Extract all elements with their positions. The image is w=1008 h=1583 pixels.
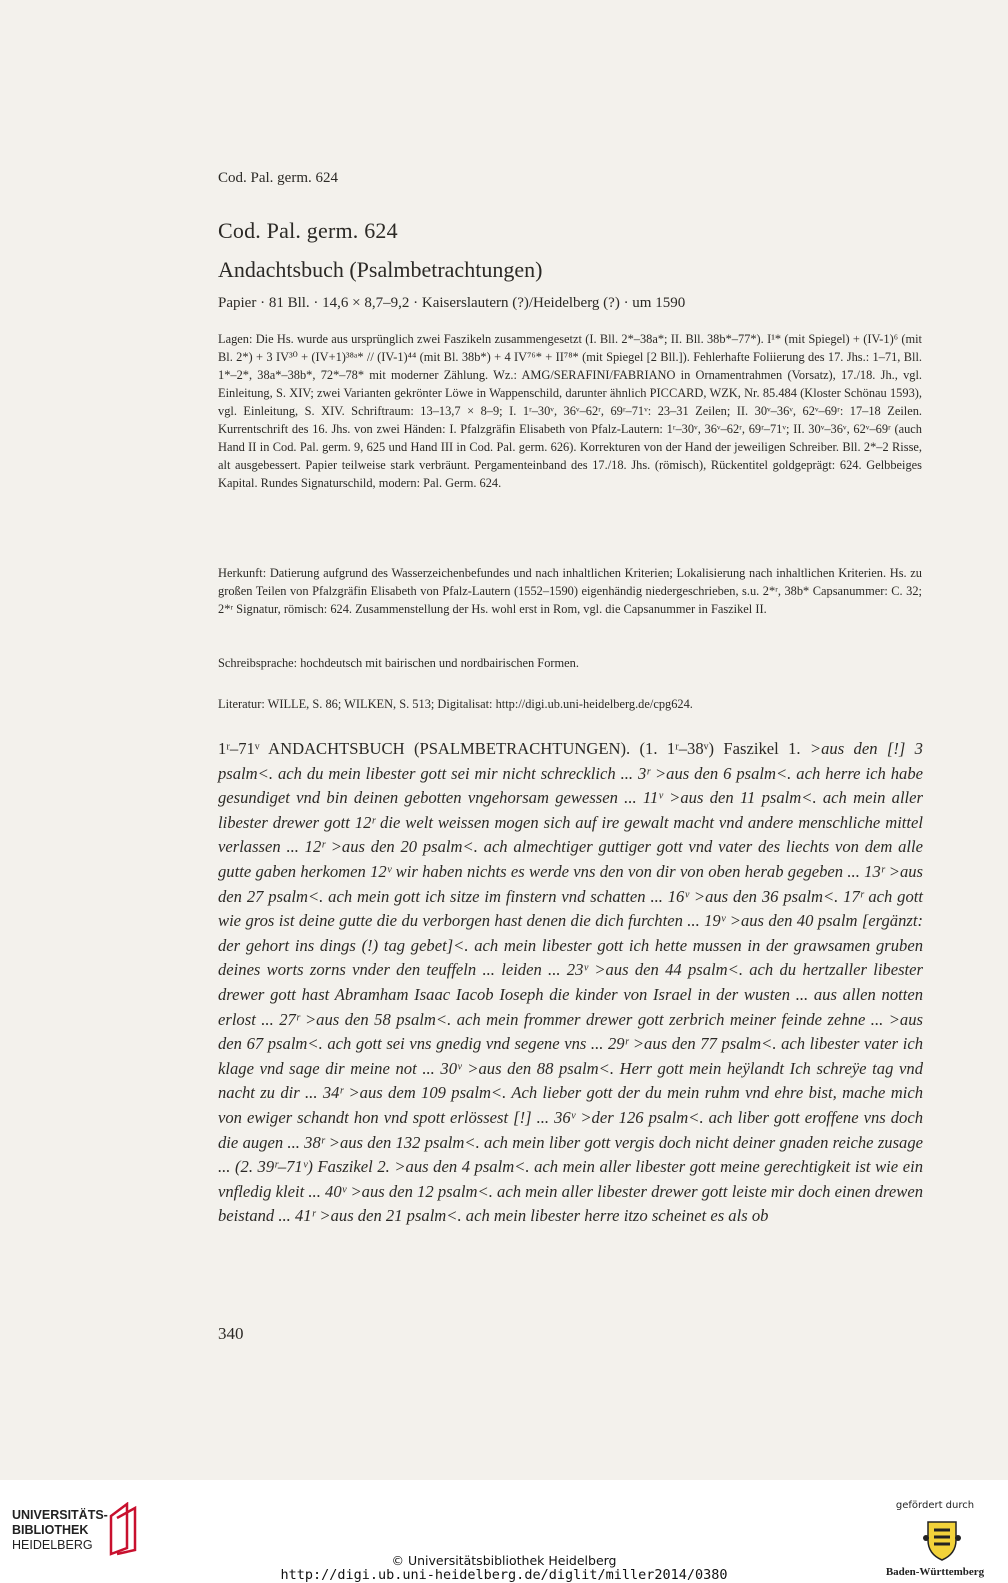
funder-name: Baden-Württemberg	[885, 1566, 985, 1578]
source-url-link[interactable]: http://digi.ub.uni-heidelberg.de/diglit/miller2014/0380	[280, 1567, 728, 1583]
library-name-line2: BIBLIOTHEK	[12, 1523, 89, 1537]
herkunft-paragraph: Herkunft: Datierung aufgrund des Wasserzeichenbefundes und nach inhaltlichen Kriterien; Lokalisierung nach inhaltlichen Kriterien. Hs. zu großen Teilen von Pfalzgräfin Elisabeth von Pfalz-Lautern (1552–1590) eigenhändig niedergeschrieben, s.u. 2*ʳ, 38b* Capsanummer: C. 32; 2*ʳ Signatur, römisch: 624. Zusammenstellung der Hs. wohl erst in Rom, vgl. die Capsanummer in Faszikel II.	[218, 566, 922, 616]
schreibsprache-paragraph: Schreibsprache: hochdeutsch mit bairischen und nordbairischen Formen.	[218, 656, 579, 670]
page-subtitle: Andachtsbuch (Psalmbetrachtungen)	[218, 257, 543, 282]
page-number: 340	[218, 1324, 244, 1343]
library-name-line3: HEIDELBERG	[12, 1538, 93, 1552]
footer	[0, 1480, 1008, 1583]
library-logo[interactable]	[12, 1502, 142, 1562]
library-name	[12, 1508, 108, 1553]
funded-by-label: gefördert durch	[895, 1500, 975, 1511]
footer-credit	[0, 1554, 1008, 1582]
content-body: >aus den [!] 3 psalm<. ach du mein libester gott sei mir nicht schrecklich ... 3ʳ >aus den 6 psalm<. ach herre ich habe gesundiget vnd bin deinen gebotten vngehorsam gewessen ... 11ᵛ >aus den 11 psalm<. ach mein aller libester drewer gott 12ʳ die welt weissen mogen sich auf ire gewalt macht vnd andere menschliche mittel verlassen ... 12ʳ >aus den 20 psalm<. ach almechtiger guttiger gott vnd vater des liechts von dem alle gutte gaben herkomen 12ᵛ wir haben nichts es werde vns den von dir von oben herab gegeben ... 13ʳ >aus den 27 psalm<. ach mein gott ich sitze im finstern vnd schatten ... 16ᵛ >aus den 36 psalm<. 17ʳ ach gott wie gros ist deine gutte die du verborgen hast denen die dich furchten ... 19ᵛ >aus den 40 psalm [ergänzt: der gehort ins dings (!) tag gebet]<. ach mein libester gott ich hette mussen in der grawsamen gruben deines worts zorns vnder den teuffeln ... leiden ... 23ᵛ >aus den 44 psalm<. ach du hertzaller libester drewer gott hast Abramham Isaac Iacob Ioseph die kinder von Israel in der wusten ... aus allen notten erlost ... 27ʳ >aus den 58 psalm<. ach mein frommer drewer gott zerbrich meiner feinde zehne ... >aus den 67 psalm<. ach gott sei vns gnedig vnd segene vns ... 29ʳ >aus den 77 psalm<. ach libester vater ich klage vnd sage dir meine not ... 30ᵛ >aus den 88 psalm<. Herr gott mein heÿlandt Ich schreÿe tag vnd nacht zu dir ... 34ʳ >aus dem 109 psalm<. Ach lieber gott der du mein ruhm vnd ehre bist, mache mich von ewiger schandt hon vnd spott erlössest [!] ... 36ᵛ >der 126 psalm<. ach liber gott eroffene vns doch die augen ... 38ʳ >aus den 132 psalm<. ach mein liber gott vergis doch nicht deiner gnaden reiche zusage ... (2. 39ʳ–71ᵛ) Faszikel 2. >aus den 4 psalm<. ach mein aller libester gott meine gerechtigkeit ist wie ein vnfledig kleit ... 40ᵛ >aus den 12 psalm<. ach mein aller libester drewer gott leiste mir doch einen drewen beistand ... 41ʳ >aus den 21 psalm<. ach mein libester herre itzo scheinet es als ob	[218, 739, 923, 1226]
library-mark-icon	[107, 1502, 141, 1556]
library-name-line1: UNIVERSITÄTS-	[12, 1508, 108, 1522]
coat-of-arms-icon	[922, 1516, 962, 1562]
content-lead: 1ʳ–71ᵛ ANDACHTSBUCH (PSALMBETRACHTUNGEN). (1. 1ʳ–38ᵛ) Faszikel 1.	[218, 739, 801, 758]
copyright-text: © Universitätsbibliothek Heidelberg	[391, 1553, 617, 1568]
literatur-paragraph: Literatur: WILLE, S. 86; WILKEN, S. 513; Digitalisat: http://digi.ub.uni-heidelberg.de/cpg624.	[218, 697, 693, 711]
running-head: Cod. Pal. germ. 624	[218, 170, 338, 186]
content-description	[218, 737, 923, 1229]
manuscript-meta: Papier · 81 Bll. · 14,6 × 8,7–9,2 · Kaiserslautern (?)/Heidelberg (?) · um 1590	[218, 295, 686, 311]
page-title: Cod. Pal. germ. 624	[218, 218, 398, 243]
lagen-paragraph: Lagen: Die Hs. wurde aus ursprünglich zwei Faszikeln zusammengesetzt (I. Bll. 2*–38a*; II. Bll. 38b*–77*). I¹* (mit Spiegel) + (IV-1)⁶ (mit Bl. 2*) + 3 IV³⁰ + (IV+1)³⁸ᵃ* // (IV-1)⁴⁴ (mit Bl. 38b*) + 4 IV⁷⁶* + II⁷⁸* (mit Spiegel [2 Bll.]). Fehlerhafte Foliierung des 17. Jhs.: 1–71, Bll. 1*–2*, 38a*–38b*, 72*–78* mit moderner Zählung. Wz.: AMG/SERAFINI/FABRIANO in Ornamentrahmen (Vorsatz), 17./18. Jh., vgl. Einleitung, S. XIV; zwei Varianten gekrönter Löwe in Wappenschild, darunter ähnlich PICCARD, WZK, Nr. 85.484 (Kloster Schönau 1593), vgl. Einleitung, S. XIV. Schriftraum: 13–13,7 × 8–9; I. 1ʳ–30ᵛ, 36ᵛ–62ʳ, 69ʳ–71ᵛ: 23–31 Zeilen; II. 30ᵛ–36ᵛ, 62ᵛ–69ʳ: 17–18 Zeilen. Kurrentschrift des 16. Jhs. von zwei Händen: I. Pfalzgräfin Elisabeth von Pfalz-Lautern: 1ʳ–30ᵛ, 36ᵛ–62ʳ, 69ʳ–71ᵛ; II. 30ᵛ–36ᵛ, 62ᵛ–69ʳ (auch Hand II in Cod. Pal. germ. 9, 625 und Hand III in Cod. Pal. germ. 626). Korrekturen von der Hand der jeweiligen Schreiber. Bll. 2*–2 Risse, alt ausgebessert. Papier teilweise stark verbräunt. Pergamenteinband des 17./18. Jhs. (römisch), Rückentitel goldgeprägt: 624. Gelbbeiges Kapital. Rundes Signaturschild, modern: Pal. Germ. 624.	[218, 332, 922, 490]
